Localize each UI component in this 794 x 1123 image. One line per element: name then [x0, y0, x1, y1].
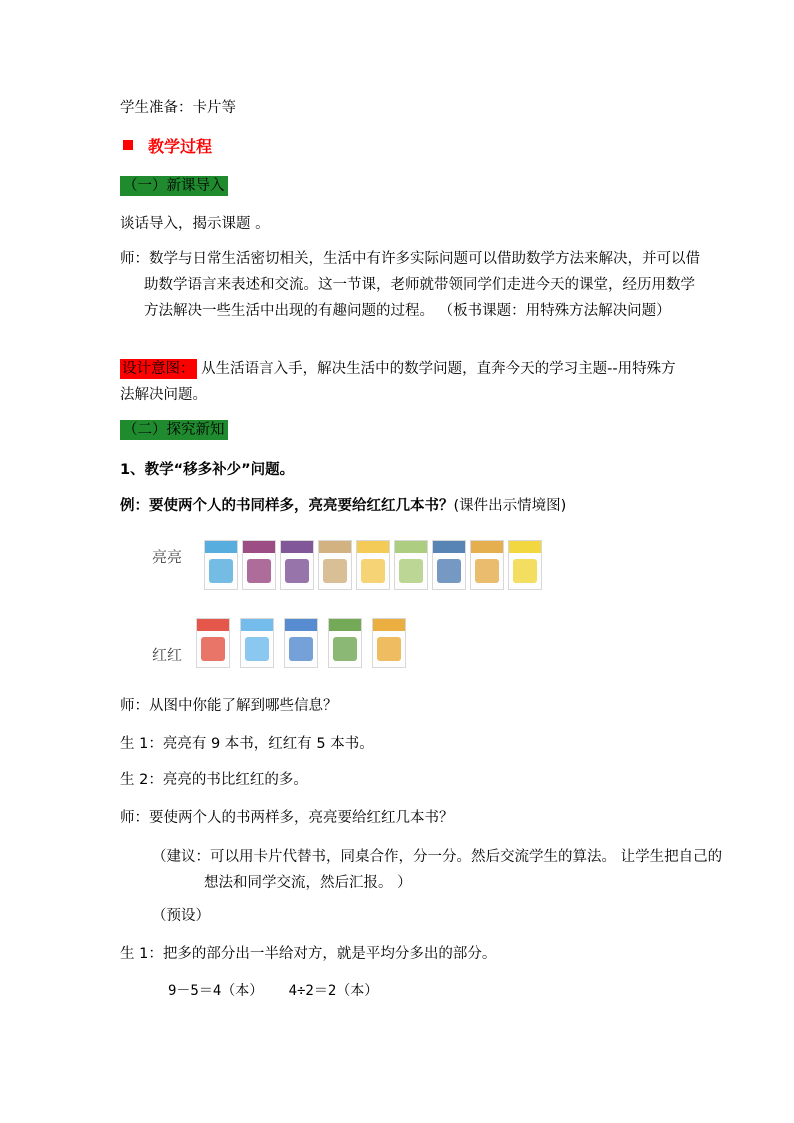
teaching-heading: 1、教学“移多补少”问题。: [120, 462, 295, 478]
book-cover: [280, 540, 314, 590]
book-cover: [204, 540, 238, 590]
book-cover: [470, 540, 504, 590]
book-cover: [328, 618, 362, 668]
part2-tag-label: （二）探究新知: [120, 420, 228, 440]
design-intent: [120, 356, 680, 408]
book-cover: [318, 540, 352, 590]
book-cover: [372, 618, 406, 668]
row2-label: 红红: [152, 646, 183, 664]
book-cover: [240, 618, 274, 668]
suggestion: （建议：可以用卡片代替书，同桌合作，分一分。然后交流学生的算法。 让学生把自己的想法和同学交流，然后汇报。 ）: [152, 849, 723, 891]
part2-tag: [120, 420, 228, 440]
section-title: 教学过程: [148, 137, 213, 156]
calculation: 9－5＝4（本） 4÷2＝2（本）: [168, 983, 379, 999]
row1-label: 亮亮: [152, 548, 183, 566]
teacher-question-2: 师：要使两个人的书两样多，亮亮要给红红几本书？: [120, 810, 454, 826]
example-note: (课件出示情境图): [453, 498, 567, 514]
student-answer-1: 生 1：亮亮有 9 本书，红红有 5 本书。: [120, 736, 374, 752]
book-cover: [432, 540, 466, 590]
part1-tag-label: （一）新课导入: [120, 176, 228, 196]
book-cover: [196, 618, 230, 668]
student-solution-1: 生 1：把多的部分出一半给对方，就是平均分多出的部分。: [120, 946, 497, 962]
teacher-paragraph: 师：数学与日常生活密切相关，生活中有许多实际问题可以借助数学方法来解决，并可以借助数学语言来表述和交流。这一节课，老师就带领同学们走进今天的课堂，经历用数学方法解决一些生活中出现的有趣问题的过程。 （板书课题：用特殊方法解决问题）: [120, 251, 700, 319]
book-cover: [284, 618, 318, 668]
example-line: [120, 494, 566, 515]
book-cover: [356, 540, 390, 590]
teacher-question-1: 师：从图中你能了解到哪些信息？: [120, 698, 338, 714]
part1-tag: [120, 176, 228, 196]
design-intent-text: 从生活语言入手，解决生活中的数学问题，直奔今天的学习主题--用特殊方法解决问题。: [120, 361, 676, 403]
book-cover: [394, 540, 428, 590]
preset-label: （预设）: [152, 908, 210, 924]
book-cover: [242, 540, 276, 590]
design-intent-tag: 设计意图：: [122, 361, 195, 377]
example-question: 例：要使两个人的书同样多，亮亮要给红红几本书？: [120, 498, 454, 514]
red-square-icon: [123, 140, 133, 150]
intro-line: 谈话导入，揭示课题 。: [120, 216, 270, 232]
student-answer-2: 生 2：亮亮的书比红红的多。: [120, 772, 308, 788]
student-preparation: 学生准备：卡片等: [120, 100, 236, 116]
book-cover: [508, 540, 542, 590]
